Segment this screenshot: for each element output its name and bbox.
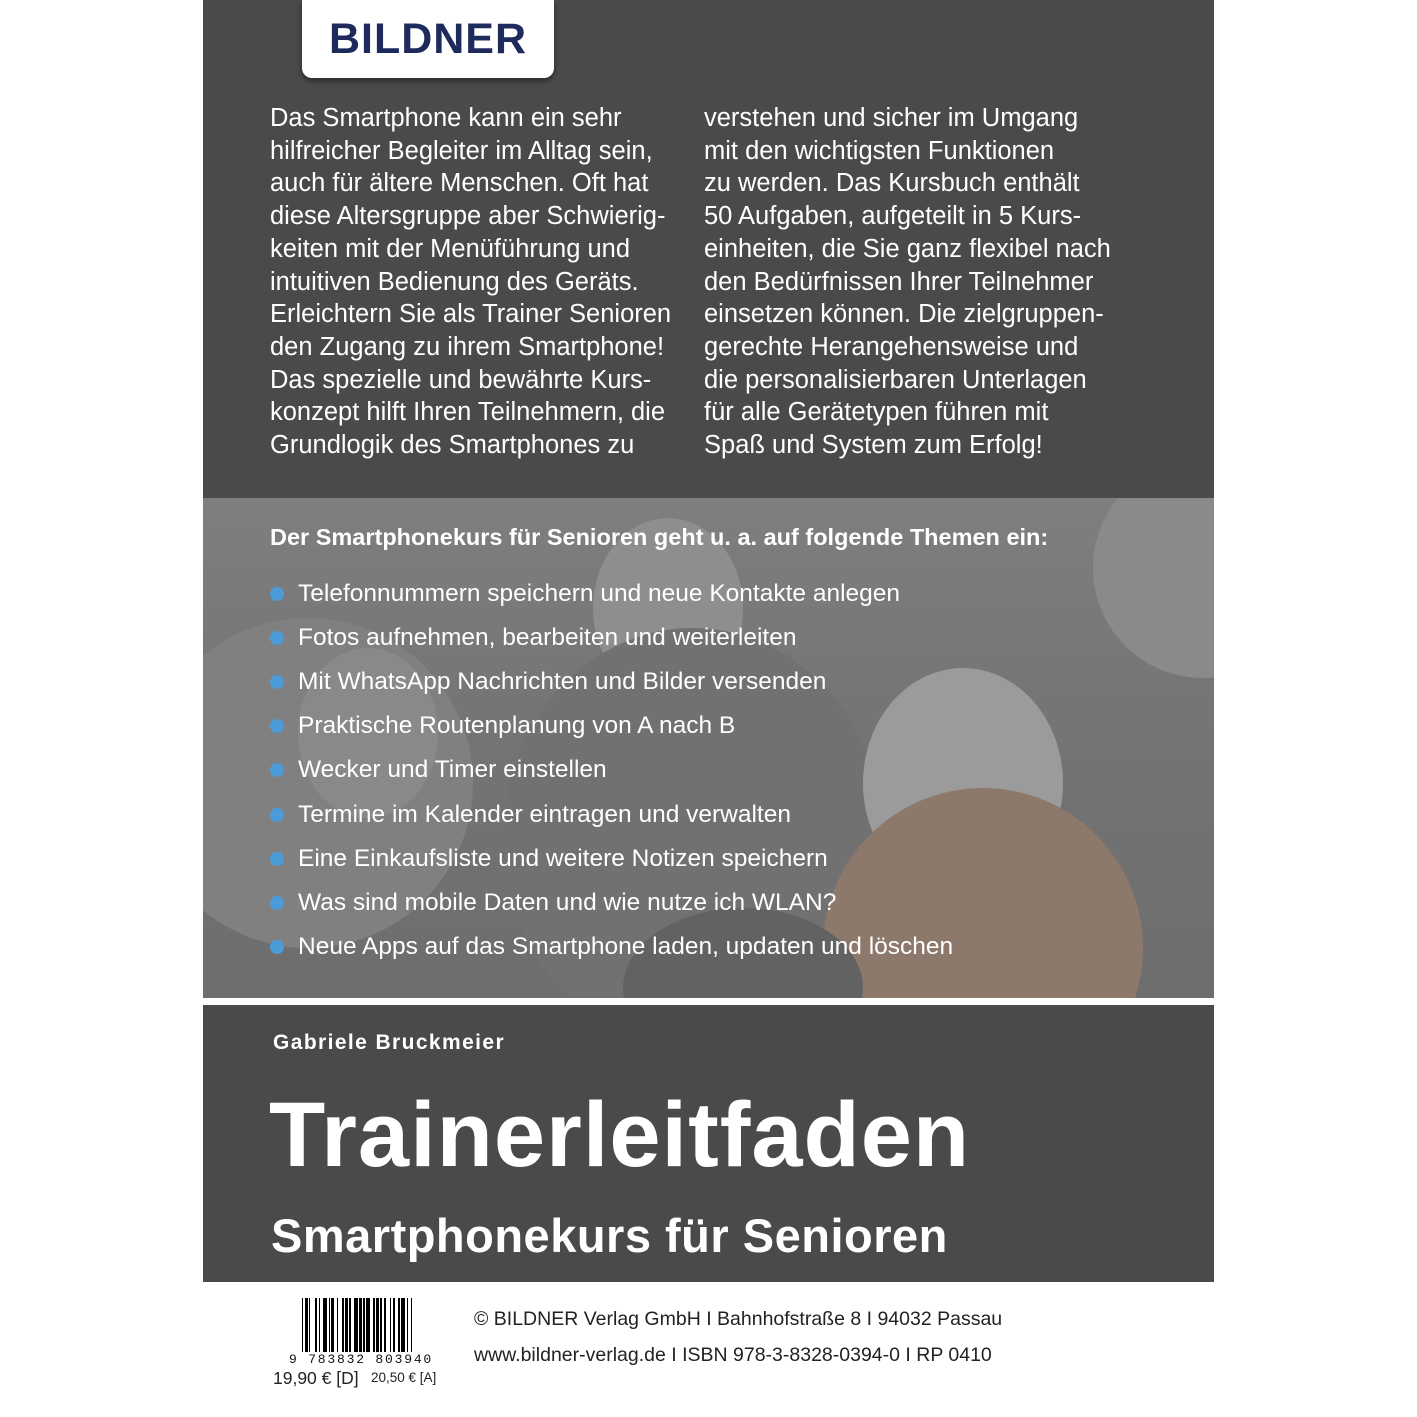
topic-label: Telefonnummern speichern und neue Kontakte anlegen xyxy=(298,580,901,608)
topic-label: Was sind mobile Daten und wie nutze ich WLAN? xyxy=(298,888,837,916)
barcode-bars xyxy=(302,1298,452,1352)
bullet-icon xyxy=(270,675,284,689)
publisher-logo-text: BILDNER xyxy=(328,14,528,63)
list-item xyxy=(270,925,953,969)
intro-line: keiten mit der Menüführung und xyxy=(270,234,631,263)
intro-line: 50 Aufgaben, aufgeteilt in 5 Kurs- xyxy=(704,202,1082,231)
intro-line: Erleichtern Sie als Trainer Senioren xyxy=(270,300,672,329)
bullet-icon xyxy=(270,587,284,601)
intro-line: den Zugang zu ihrem Smartphone! xyxy=(270,332,665,361)
author-name: Gabriele Bruckmeier xyxy=(273,1031,506,1054)
intro-line: hilfreicher Begleiter im Alltag sein, xyxy=(270,136,653,165)
list-item xyxy=(270,616,953,660)
intro-line: Das Smartphone kann ein sehr xyxy=(270,104,622,132)
intro-line: Das spezielle und bewährte Kurs- xyxy=(270,365,652,394)
topic-label: Fotos aufnehmen, bearbeiten und weiterleiten xyxy=(298,624,797,652)
bullet-icon xyxy=(270,763,284,777)
bullet-icon xyxy=(270,808,284,822)
topics-list xyxy=(270,572,953,969)
price-austria: 20,50 € [A] xyxy=(371,1370,437,1385)
publisher-logo xyxy=(302,0,554,78)
intro-line: Grundlogik des Smartphones zu xyxy=(270,431,635,460)
intro-line: einheiten, die Sie ganz flexibel nach xyxy=(704,234,1111,263)
intro-line: den Bedürfnissen Ihrer Teilnehmer xyxy=(704,267,1094,296)
price-germany: 19,90 € [D] xyxy=(273,1368,359,1388)
intro-line: diese Altersgruppe aber Schwierig- xyxy=(270,202,666,231)
intro-line: intuitiven Bedienung des Geräts. xyxy=(270,267,639,296)
intro-line: für alle Gerätetypen führen mit xyxy=(704,398,1049,427)
title-panel xyxy=(203,1005,1214,1282)
list-item xyxy=(270,792,953,836)
intro-line: Spaß und System zum Erfolg! xyxy=(704,431,1043,460)
topic-label: Mit WhatsApp Nachrichten und Bilder versenden xyxy=(298,668,827,696)
bullet-icon xyxy=(270,719,284,733)
topic-label: Eine Einkaufsliste und weitere Notizen speichern xyxy=(298,844,828,872)
intro-line: mit den wichtigsten Funktionen xyxy=(704,136,1055,165)
list-item xyxy=(270,837,953,881)
list-item xyxy=(270,704,953,748)
list-item xyxy=(270,572,953,616)
topic-label: Neue Apps auf das Smartphone laden, updaten und löschen xyxy=(298,932,954,960)
book-subtitle: Smartphonekurs für Senioren xyxy=(271,1209,948,1262)
intro-line: konzept hilft Ihren Teilnehmern, die xyxy=(270,398,666,427)
book-title: Trainerleitfaden xyxy=(269,1084,971,1186)
barcode-bar xyxy=(412,1298,413,1352)
topic-label: Wecker und Timer einstellen xyxy=(298,756,607,784)
intro-line: verstehen und sicher im Umgang xyxy=(704,104,1079,132)
intro-text-left-column xyxy=(270,102,690,462)
bullet-icon xyxy=(270,940,284,954)
barcode-digits: 9 783832 803940 xyxy=(289,1352,434,1367)
isbn-barcode xyxy=(273,1298,465,1390)
intro-panel xyxy=(203,0,1214,498)
book-back-cover xyxy=(203,0,1214,1282)
bullet-icon xyxy=(270,852,284,866)
imprint-address: © BILDNER Verlag GmbH I Bahnhofstraße 8 I 94032 Passau xyxy=(474,1308,1003,1330)
intro-line: einsetzen können. Die zielgruppen- xyxy=(704,300,1104,329)
intro-line: auch für ältere Menschen. Oft hat xyxy=(270,169,649,198)
bullet-icon xyxy=(270,896,284,910)
intro-line: gerechte Herangehensweise und xyxy=(704,332,1079,361)
topic-label: Praktische Routenplanung von A nach B xyxy=(298,712,736,740)
topics-photo-panel xyxy=(203,498,1214,998)
intro-line: die personalisierbaren Unterlagen xyxy=(704,365,1087,394)
list-item xyxy=(270,748,953,792)
list-item xyxy=(270,881,953,925)
topics-heading: Der Smartphonekurs für Senioren geht u. a. auf folgende Themen ein: xyxy=(270,524,1049,550)
intro-line: zu werden. Das Kursbuch enthält xyxy=(704,169,1080,198)
list-item xyxy=(270,660,953,704)
intro-text-right-column xyxy=(704,102,1124,462)
topic-label: Termine im Kalender eintragen und verwalten xyxy=(298,800,791,828)
imprint-web-isbn: www.bildner-verlag.de I ISBN 978-3-8328-0394-0 I RP 0410 xyxy=(474,1344,992,1366)
bullet-icon xyxy=(270,631,284,645)
